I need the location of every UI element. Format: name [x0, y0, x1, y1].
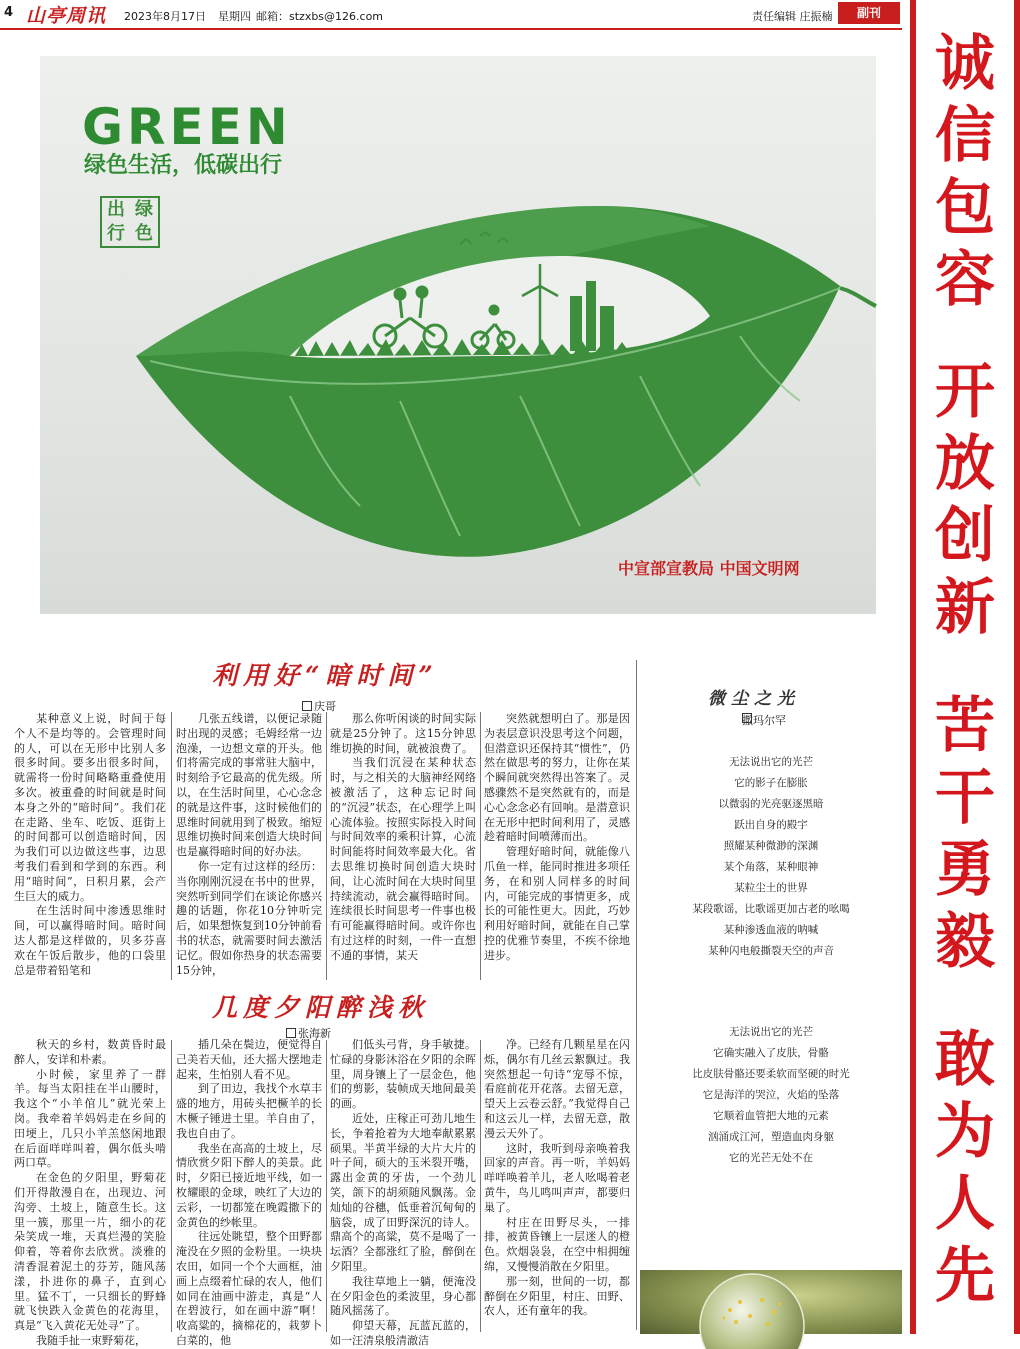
paragraph: 在生活时间中渗透思维时间，可以赢得暗时间。暗时间达人都是这样做的，贝多芬喜欢在午饭后散步，他的口袋里总是带着铅笔和 [14, 904, 166, 977]
article1-column-3 [330, 712, 476, 982]
poem-line: 它是海洋的哭泣，火焰的坠落 [702, 1089, 840, 1101]
paragraph: 在金色的夕阳里，野菊花们开得散漫自在，出现边、河沟旁、土坡上，随意生长。这里一簇，那里一片，细小的花朵笑成一堆，天真烂漫的笑脸仰着，等着你去欣赏。淡雅的清香混着泥土的芬芳，随风荡漾，扑进你的鼻子，直到心里。猛不丁，一只细长的野蜂就飞快跌入金黄色的花海里，真是“飞入黄花无处寻”了。 [14, 1171, 166, 1333]
page-number: 4 [4, 5, 14, 20]
poster-credit: 中宣部宣教局 中国文明网 [618, 559, 800, 578]
article1-column-2 [176, 712, 322, 982]
article1-column-4 [484, 712, 630, 982]
paragraph: 到了田边，我找个水草丰盛的地方，用砖头把橛羊的长木橛子锤进土里。羊自由了，我也自由了。 [176, 1082, 322, 1140]
poster-title: GREEN [82, 98, 292, 156]
slogan-char: 新 [935, 573, 995, 643]
slogan-char: 开 [935, 357, 995, 427]
article1-title: 利用好“暗时间” [212, 661, 439, 690]
column-divider [480, 1040, 481, 1332]
publication-weekday: 星期四 [218, 10, 251, 23]
responsible-editor: 责任编辑 庄振楠 [752, 10, 833, 23]
poem-line: 以微弱的光亮驱逐黑暗 [718, 798, 824, 810]
column-divider [326, 1040, 327, 1332]
paragraph: 村庄在田野尽头，一排排，被黄昏镶上一层迷人的橙色。炊烟袅袅，在空中相拥缠绵，又慢慢消散在夕阳里。 [484, 1215, 630, 1273]
article1-column-1 [14, 712, 166, 982]
section-tag: 副刊 [838, 2, 900, 24]
poem-line: 某段歌谣，比歌谣更加古老的吆喝 [692, 903, 850, 915]
poem-byline [742, 712, 786, 728]
poem-line: 它顺着血管把大地的元素 [713, 1110, 829, 1122]
paragraph: 那一刻，世间的一切，都醉倒在夕阳里，村庄、田野、农人，还有童年的我。 [484, 1274, 630, 1318]
poem-stanza-2 [640, 1022, 902, 1169]
slogan-char: 人 [935, 1169, 995, 1239]
paragraph: 们低头弓背，身手敏捷。忙碌的身影沐浴在夕阳的余晖里，周身镶上了一层金色，他们的剪影，装帧成天地间最美的画。 [330, 1038, 476, 1111]
slogan-group-2 [916, 356, 1014, 644]
paragraph: 某种意义上说，时间于每个人不是均等的。会管理时间的人，可以在无形中比别人多很多时间。要多出很多时间，就需将一份时间略略重叠使用多次。被重叠的时间就是时间本身之外的“暗时间”。我们花在走路、坐车、吃饭、逛街上的时间都可以创造暗时间，因为我们可以边做这些事，边思考我们看到和学到的东西。利用“暗时间”，日积月累，会产生巨大的威力。 [14, 712, 166, 903]
slogan-group-4 [916, 1024, 1014, 1312]
slogan-char: 敢 [935, 1025, 995, 1095]
slogan-char: 勇 [935, 835, 995, 905]
article2-column-1 [14, 1038, 166, 1347]
poster-seal [100, 196, 160, 248]
slogan-char: 创 [935, 501, 995, 571]
column-divider [326, 712, 327, 980]
paragraph: 近处，庄稼正可劲儿地生长，争着抢着为大地奉献累累硕果。半黄半绿的大片大片的叶子间，硕大的玉米裂开嘴，露出金黄的牙齿，一个劲儿笑，颌下的胡须随风飘荡。金灿灿的谷穗，低垂着沉甸甸的脑袋，成了田野深沉的诗人。鼎高个的高粱，莫不是喝了一坛酒？全都涨红了脸，醉倒在夕阳里。 [330, 1111, 476, 1273]
slogan-char: 诚 [935, 29, 995, 99]
seal-char: 绿 [135, 199, 153, 220]
slogan-group-1 [916, 28, 1014, 316]
paper-name-logo: 山亭周讯 [26, 5, 107, 27]
slogan-char: 先 [935, 1241, 995, 1311]
paragraph: 那么你听闲谈的时间实际就是25分钟了。这15分钟思维切换的时间，就被浪费了。 [330, 712, 476, 755]
paragraph: 小时候，家里养了一群羊。每当太阳挂在半山腰时，我这个“小羊倌儿”就光荣上岗。我牵着羊妈妈走在乡间的田埂上，几只小羊羔悠闲地跟在后面咩咩叫着，偶尔低头啃两口草。 [14, 1067, 166, 1170]
poem-line: 汹涌成江河，塑造血肉身躯 [708, 1131, 834, 1143]
slogan-group-3 [916, 690, 1014, 978]
poem-line: 某个角落，某种眼神 [723, 861, 819, 873]
poem-line: 比皮肤骨骼还要柔软而坚硬的时光 [692, 1068, 850, 1080]
paragraph: 我随手扯一束野菊花， [36, 1333, 146, 1347]
seal-char: 色 [135, 223, 153, 244]
slogan-char: 毅 [935, 907, 995, 977]
green-travel-poster [40, 56, 876, 614]
slogan-char: 包 [935, 173, 995, 243]
byline-box-icon [742, 713, 752, 723]
paragraph: 这时，我听到母亲唤着我回家的声音。再一听，羊妈妈咩咩唤着羊儿，老人吆喝着老黄牛，鸟儿鸣叫声声，都要归巢了。 [484, 1141, 630, 1214]
article2-column-2 [176, 1038, 322, 1347]
poem-author: 撒玛尔罕 [742, 714, 786, 727]
crystal-ball-photo [640, 1270, 902, 1334]
article1-author: 庆哥 [314, 700, 336, 713]
paragraph: 突然就想明白了。那是因为表层意识没思考这个问题，但潜意识还保持其“惯性”，仍然在做思考的努力，让你在某个瞬间就突然得出答案了。灵感骤然不是突然就有的，而是心心念念必有回响。是潜意识在无形中把时间利用了，灵感趁着暗时间喷薄而出。 [484, 712, 630, 844]
poem-line: 它的影子在膨胀 [734, 777, 808, 789]
article2-column-3 [330, 1038, 476, 1347]
poem-line: 照耀某种微渺的深渊 [723, 840, 819, 852]
section-divider [636, 660, 637, 1330]
article2-title: 几度夕阳醉浅秋 [212, 993, 430, 1022]
poem-line: 某种闪电般撕裂天空的声音 [708, 945, 834, 957]
poem-line: 某种渗透血液的呐喊 [723, 924, 819, 936]
byline-box-icon [302, 701, 312, 711]
paragraph: 秋天的乡村，数黄昏时最醉人，安详和朴素。 [14, 1038, 166, 1066]
article2-author: 张海新 [298, 1027, 331, 1040]
paragraph: 我往草地上一躺，便淹没在夕阳金色的柔波里，身心都随风摇荡了。 [330, 1274, 476, 1318]
paragraph: 净。已经有几颗星星在闪烁，偶尔有几丝云絮飘过。我突然想起一句诗“宠辱不惊，看庭前花开花落。去留无意，望天上云卷云舒。”我觉得自己和这云儿一样，去留无意，散漫云天外了。 [484, 1038, 630, 1140]
poem-line: 无法说出它的光芒 [729, 1026, 813, 1038]
poster-subtitle: 绿色生活，低碳出行 [84, 153, 283, 178]
slogan-char: 为 [935, 1097, 995, 1167]
poem-title: 微尘之光 [708, 689, 800, 709]
slogan-char: 放 [935, 429, 995, 499]
slogan-char: 容 [935, 245, 995, 315]
paragraph: 往远处眺望，整个田野都淹没在夕照的金粉里。一块块农田，如同一个个大画框，油画上点缀着忙碌的农人，他们如同在油画中游走，真是“人在碧波行，如在画中游”啊！收高粱的，摘棉花的，栽萝卜白菜的，他 [176, 1230, 322, 1347]
seal-char: 出 [107, 199, 125, 220]
slogan-char: 苦 [935, 691, 995, 761]
paragraph: 管理好暗时间，就能像八爪鱼一样，能同时推进多项任务，在和别人同样多的时间内，可能完成的事情更多，成长的可能性更大。因此，巧妙利用好暗时间，就能在自己掌控的优雅节奏里，不疾不徐地进步。 [484, 845, 630, 962]
seal-char: 行 [107, 223, 125, 244]
paragraph: 插几朵在鬓边，便觉得自己美若天仙，还大摇大摆地走起来，生怕别人看不见。 [176, 1038, 322, 1081]
poem-stanza-1 [640, 752, 902, 962]
paragraph: 几张五线谱，以便记录随时出现的灵感；毛姆经常一边泡澡，一边想文章的开头。他们将需完成的事常驻大脑中，时刻给予它最高的优先级。所以，在生活时间里，心心念念的就是这件事，这时候他们的思维时间就用到了极致。缩短思维切换时间来创造大块时间也是赢得暗时间的好办法。 [176, 712, 322, 859]
article2-column-4 [484, 1038, 630, 1334]
paragraph: 你一定有过这样的经历：当你刚刚沉浸在书中的世界，突然听到同学们在谈论你感兴趣的话题，你花10分钟听完后，如果想恢复到10分钟前看书的状态，就需要时间去激活记忆。假如你热身的状态需要15分钟， [176, 859, 322, 977]
slogan-char: 干 [935, 763, 995, 833]
poem-line: 无法说出它的光芒 [729, 756, 813, 768]
byline-box-icon [286, 1028, 296, 1038]
contact-email: 邮箱：stzxbs@126.com [256, 10, 384, 23]
column-divider [171, 712, 172, 980]
poem-line: 某粒尘土的世界 [734, 882, 808, 894]
publication-date: 2023年8月17日 [124, 10, 206, 23]
column-divider [480, 712, 481, 980]
paragraph: 当我们沉浸在某种状态时，与之相关的大脑神经网络被激活了，这种忘记时间的“沉浸”状态，在心理学上叫心流体验。按照实际投入时间与时间效率的乘积计算，心流时间能将时间效率最大化。省去思维切换时间创造大块时间，让心流时间在大块时间里持续流动，就会赢得暗时间。连续很长时间思考一件事也极有可能赢得暗时间。或许你也有过这样的时刻，一件一直想不通的事情，某天 [330, 756, 476, 962]
paragraph: 我坐在高高的土坡上，尽情欣赏夕阳下醉人的美景。此时，夕阳已接近地平线，如一枚耀眼的金球，映红了大边的云彩，一切都笼在晚霞撒下的金黄色的纱帐里。 [176, 1141, 322, 1229]
poem-line: 它确实融入了皮肤，骨骼 [713, 1047, 829, 1059]
leaf-stem [840, 288, 876, 306]
masthead [0, 0, 902, 30]
slogan-banner [910, 0, 1020, 1334]
column-divider [171, 1040, 172, 1332]
poem-line: 跃出自身的殿宇 [734, 819, 808, 831]
paragraph: 仰望天幕，瓦蓝瓦蓝的，如一汪清泉般清澈洁 [330, 1319, 476, 1347]
slogan-char: 信 [935, 101, 995, 171]
poem-line: 它的光芒无处不在 [729, 1152, 813, 1164]
